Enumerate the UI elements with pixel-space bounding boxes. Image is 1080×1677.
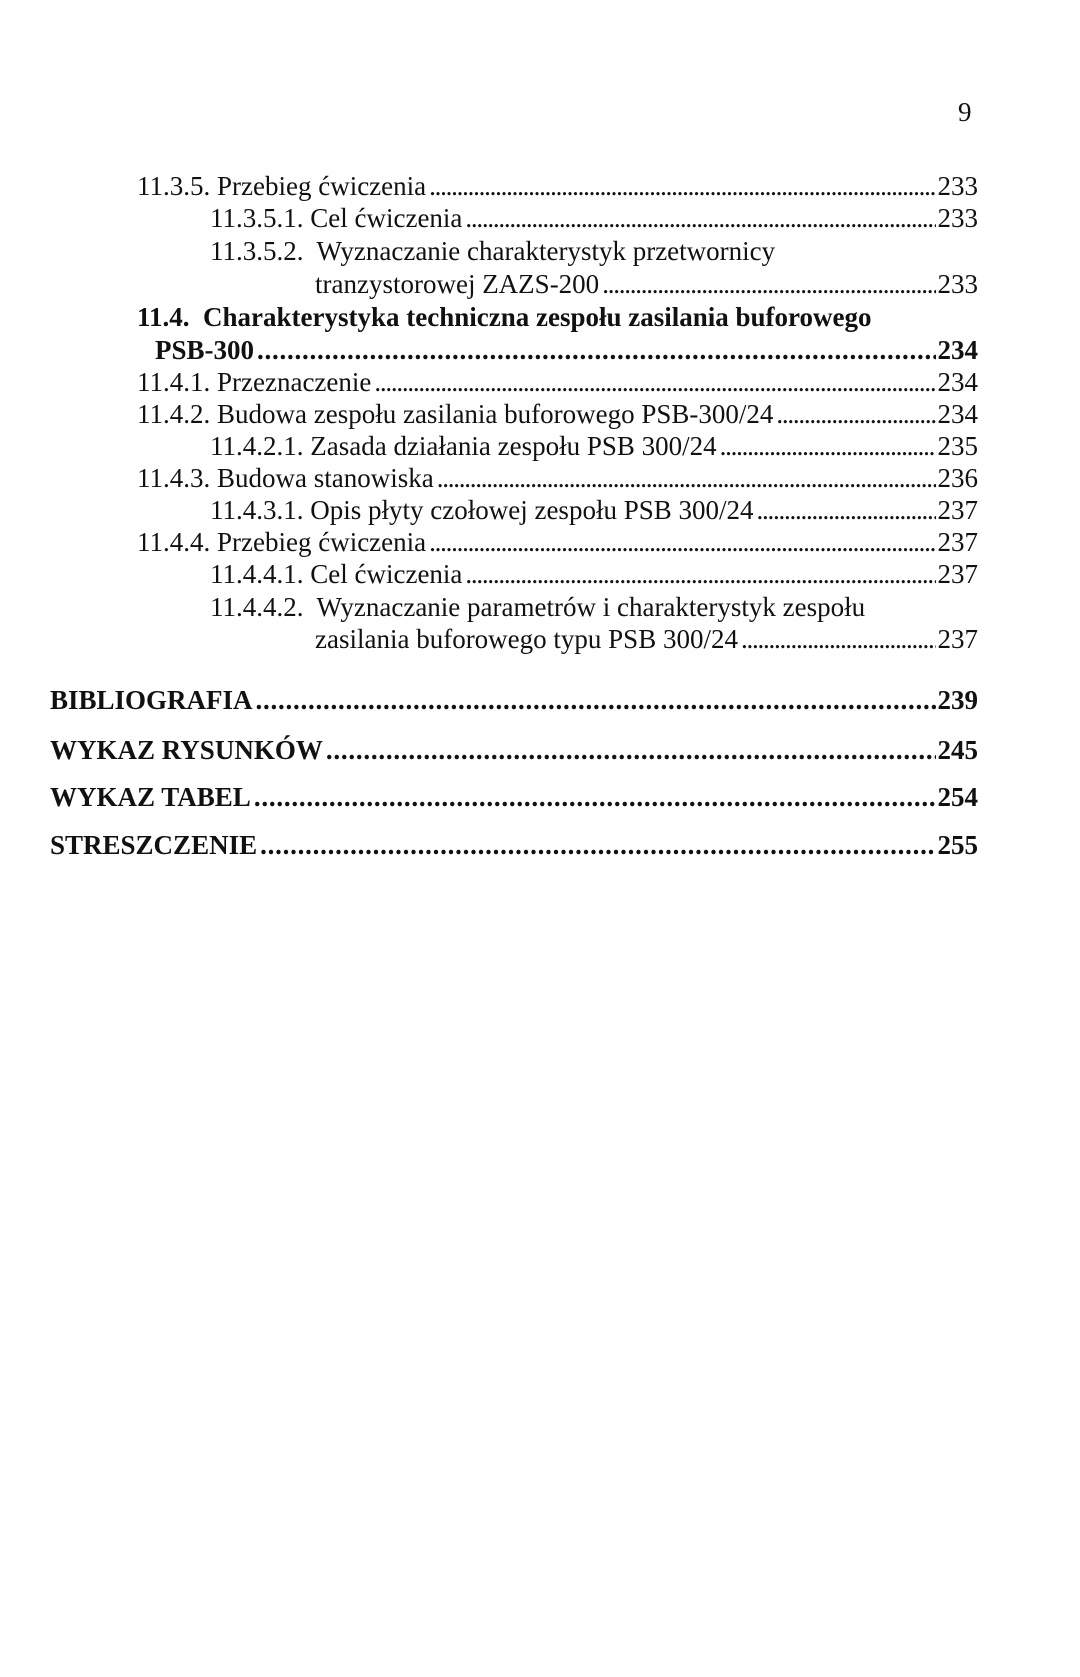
toc-entry-bibliography[interactable] [50, 684, 978, 716]
dot-leader [326, 734, 936, 766]
toc-entry-title: Wyznaczanie charakterystyk przetwornicy [316, 236, 776, 266]
toc-entry-page: 236 [937, 463, 978, 493]
toc-entry-title: WYKAZ RYSUNKÓW [50, 735, 323, 765]
toc-entry-title: Wyznaczanie parametrów i charakterystyk zespołu [316, 592, 866, 622]
dot-leader [465, 558, 935, 590]
dot-leader [260, 829, 935, 861]
toc-entry-title: Budowa zespołu zasilania buforowego PSB-300/24 [217, 399, 774, 429]
toc-entry-line[interactable] [210, 591, 865, 623]
dot-leader [602, 268, 935, 300]
toc-entry[interactable] [315, 268, 978, 300]
toc-entry-title: Przeznaczenie [217, 367, 372, 397]
toc-entry-page: 237 [937, 624, 978, 654]
toc-entry[interactable] [137, 366, 978, 398]
toc-entry-title: WYKAZ TABEL [50, 782, 251, 812]
toc-entry-page: 237 [937, 495, 978, 525]
toc-entry[interactable] [315, 623, 978, 655]
toc-entry[interactable] [155, 334, 978, 366]
toc-entry-line[interactable] [210, 235, 775, 267]
toc-entry-page: 254 [937, 782, 978, 812]
page-number: 9 [958, 97, 972, 127]
toc-entry-title: Charakterystyka techniczna zespołu zasilania buforowego [203, 302, 872, 332]
dot-leader [465, 202, 935, 234]
toc-entry-number: 11.4.2.1. [210, 431, 304, 461]
toc-entry[interactable] [210, 430, 978, 462]
toc-entry-title: STRESZCZENIE [50, 830, 258, 860]
toc-entry-title: Zasada działania zespołu PSB 300/24 [310, 431, 717, 461]
toc-entry-page: 237 [937, 527, 978, 557]
toc-entry-title: Przebieg ćwiczenia [217, 171, 427, 201]
dot-leader [429, 170, 935, 202]
toc-entry-page: 233 [937, 269, 978, 299]
toc-entry-page: 245 [937, 735, 978, 765]
toc-entry-number: 11.3.5.1. [210, 203, 304, 233]
dot-leader [756, 494, 935, 526]
dot-leader [741, 623, 936, 655]
toc-entry-list-of-figures[interactable] [50, 734, 978, 766]
toc-entry-number: 11.4.3. [137, 463, 211, 493]
toc-entry-page: 234 [937, 367, 978, 397]
toc-entry-number: 11.4.3.1. [210, 495, 304, 525]
toc-entry-page: 239 [937, 685, 978, 715]
toc-entry-title: BIBLIOGRAFIA [50, 685, 253, 715]
toc-entry-title: Cel ćwiczenia [310, 559, 463, 589]
toc-entry-summary[interactable] [50, 829, 978, 861]
toc-entry-number: 11.3.5. [137, 171, 211, 201]
toc-entry-title-continued: zasilania buforowego typu PSB 300/24 [315, 624, 738, 654]
toc-entry-number: 11.3.5.2. [210, 236, 304, 266]
toc-entry-number: 11.4. [137, 302, 190, 332]
toc-entry-page: 234 [937, 335, 978, 365]
toc-entry[interactable] [137, 462, 978, 494]
toc-entry-title: Przebieg ćwiczenia [217, 527, 427, 557]
dot-leader [429, 526, 935, 558]
toc-entry-title: Opis płyty czołowej zespołu PSB 300/24 [310, 495, 754, 525]
toc-entry-title-continued: PSB-300 [155, 335, 255, 365]
toc-entry-number: 11.4.4.2. [210, 592, 304, 622]
toc-entry-page: 233 [937, 171, 978, 201]
toc-entry-title: Cel ćwiczenia [310, 203, 463, 233]
toc-entry-line[interactable] [137, 301, 872, 333]
toc-entry-page: 234 [937, 399, 978, 429]
toc-entry-page: 237 [937, 559, 978, 589]
toc-entry-number: 11.4.1. [137, 367, 211, 397]
toc-entry[interactable] [137, 170, 978, 202]
toc-entry[interactable] [137, 526, 978, 558]
dot-leader [720, 430, 936, 462]
dot-leader [257, 334, 935, 366]
dot-leader [776, 398, 935, 430]
toc-entry-number: 11.4.4. [137, 527, 211, 557]
dot-leader [437, 462, 936, 494]
toc-entry-title: Budowa stanowiska [217, 463, 434, 493]
toc-entry[interactable] [210, 494, 978, 526]
toc-entry-page: 255 [937, 830, 978, 860]
toc-entry[interactable] [210, 202, 978, 234]
toc-entry-number: 11.4.2. [137, 399, 211, 429]
toc-entry[interactable] [210, 558, 978, 590]
dot-leader [254, 781, 936, 813]
toc-entry-title-continued: tranzystorowej ZAZS-200 [315, 269, 600, 299]
toc-entry-number: 11.4.4.1. [210, 559, 304, 589]
toc-entry-page: 233 [937, 203, 978, 233]
toc-entry-list-of-tables[interactable] [50, 781, 978, 813]
toc-entry-page: 235 [937, 431, 978, 461]
toc-entry[interactable] [137, 398, 978, 430]
dot-leader [374, 366, 935, 398]
dot-leader [256, 684, 936, 716]
